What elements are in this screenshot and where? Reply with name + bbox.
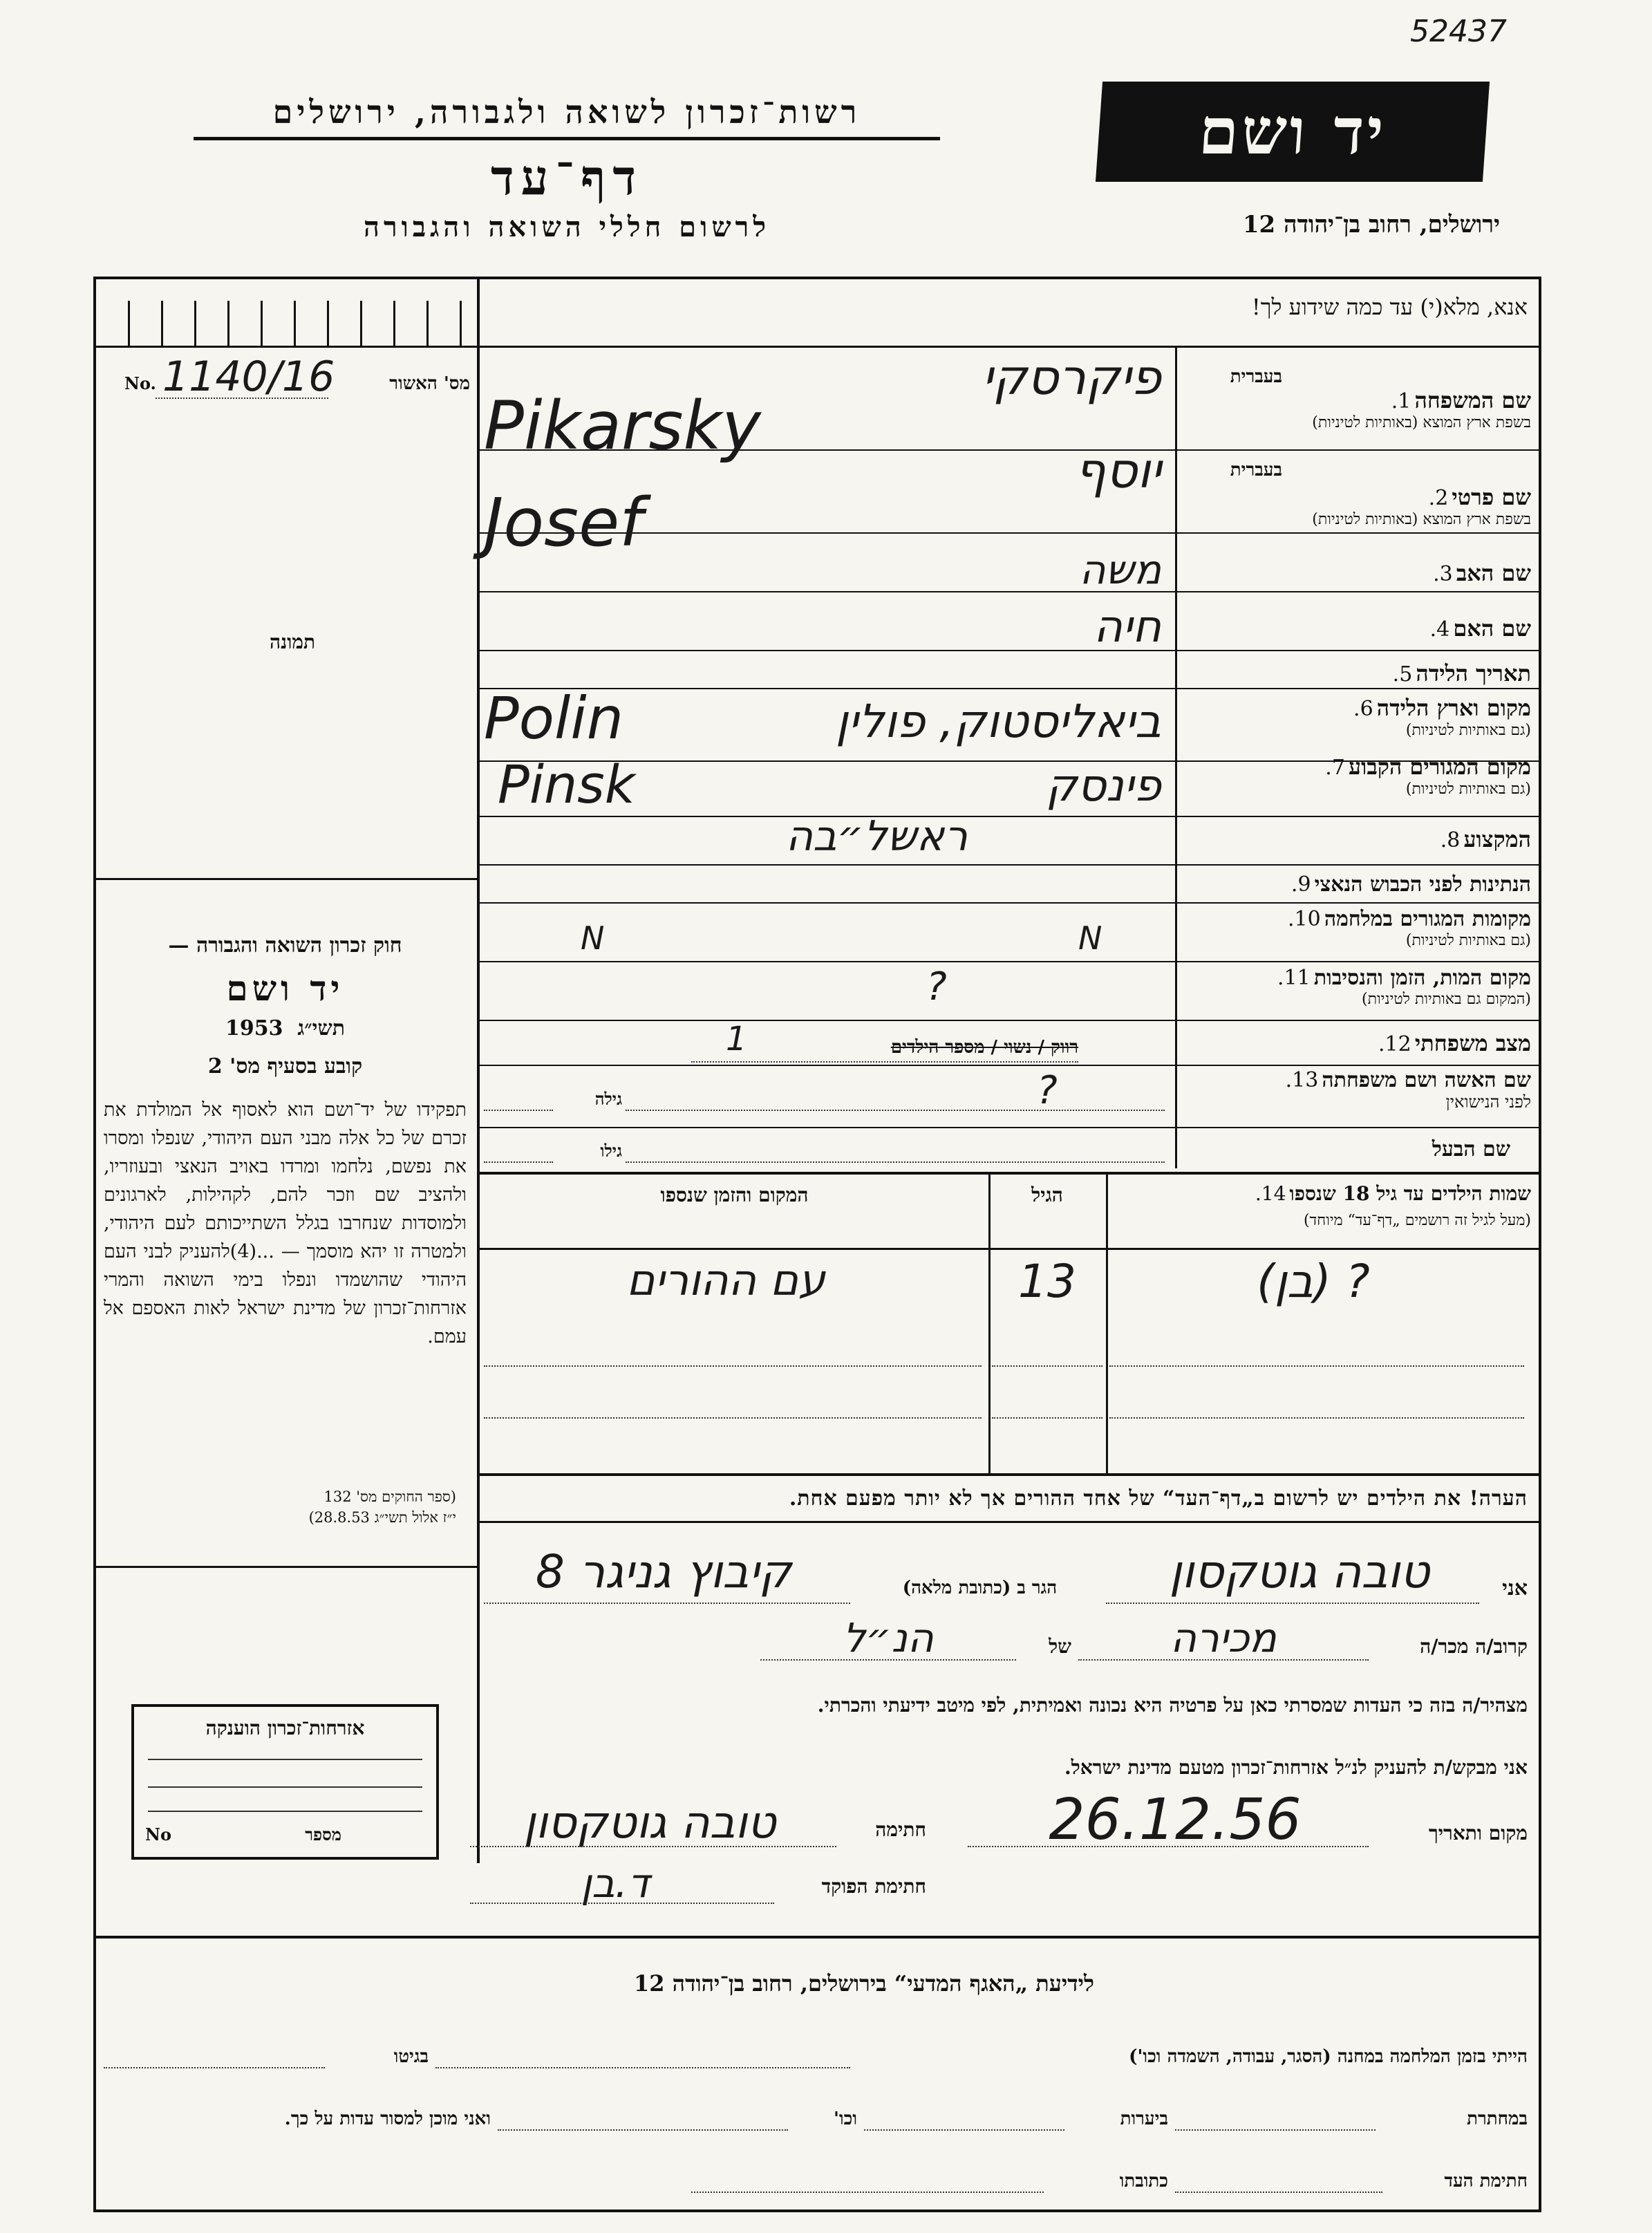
declaration-text: מצהיר/ה בזה כי העדות שמסרתי כאן על פרטיה היא נכונה ואמיתית, לפי מיטב ידיעתי והכרתי. [817, 1694, 1528, 1717]
relative-label: קרוב/ה מכר/ה [1420, 1635, 1528, 1658]
husband-label: שם הבעל [1432, 1137, 1510, 1161]
instruction: אנא, מלא(י) עד כמה שידוע לך! [1251, 294, 1528, 320]
footer-line2-d: ואני מוכן למסור עדות על כך. [284, 2109, 491, 2129]
field-2-value-hebrew: יוסף [1075, 442, 1161, 499]
request-text: אני מבקש/ת להעניק לנ״ל אזרחות־זכרון מטעם מדינת ישראל. [1064, 1756, 1528, 1779]
filler-name: טובה גוטקסון [1169, 1545, 1430, 1598]
field-12-children-count: 1 [726, 1020, 747, 1058]
law-year: 1953 תשי״ג [225, 1016, 346, 1040]
field-10-label: מקומות המגורים במלחמה 10. (גם באותיות לטיניות) [1288, 907, 1531, 949]
field-5-label: תאריך הלידה 5. [1392, 660, 1531, 686]
field-7-value-hebrew: פינסק [1046, 760, 1161, 812]
photo-label: תמונה [270, 630, 316, 653]
husband-age-label: גילו [600, 1141, 622, 1161]
field-12-options: רווק / נשוי / מספר הילדים [890, 1037, 1078, 1058]
filler-address: קיבוץ גניגר 8 [535, 1545, 792, 1598]
field-3-value: משה [1079, 546, 1161, 593]
footer-line3-b: כתובתו [1119, 2171, 1168, 2192]
field-1-value-hebrew: פיקרסקי [982, 349, 1161, 406]
law-text: תפקידו של יד־ושם הוא לאסוף אל המולדת את זכרם של כל אלה מבני העם היהודי, שנפלו ומסרו את נפשם, נלחמו ומרדו באויב הנאצי ובעוזריו, ולהציב שם וזכר להם, לקהילות, לארגונים ולמוסדות שנחרבו בגלל השתייכותם לעם היהודי, ולמטרה זו יהא מוסמך — ...(4)להעניק לבני העם היהודי שהושמדו ונפלו בימי השואה והמרי אזרחות־זכרון של מדינת ישראל לאות האספם אל עמם. [104, 1099, 467, 1347]
field-8-label: המקצוע 8. [1440, 826, 1531, 852]
footer-line2-c: וכו' [834, 2109, 857, 2129]
field-1-hebrew-tag: בעברית [1230, 366, 1282, 387]
field-1-value-latin: Pikarsky [484, 387, 761, 465]
declaration-i-label: אני [1502, 1576, 1528, 1600]
registration-number: 1140/16 [162, 353, 335, 401]
field-13-label: שם האשה ושם משפחתה 13. לפני הנישואין [1285, 1068, 1531, 1112]
law-citation: (ספר החוקים מס' 132 י״ז אלול תשי״ג 28.8.53) [308, 1488, 456, 1526]
footer-line2-b: ביערות [1120, 2109, 1168, 2129]
footer-line1-b: בגיטו [393, 2046, 429, 2067]
field-2-label: שם פרטי 2. בשפת ארץ המוצא (באותיות לטיניות) [1312, 484, 1531, 528]
registration-no-label: No. [124, 373, 156, 393]
form-subtitle: לרשום חללי השואה והגבורה [363, 211, 771, 243]
signature: טובה גוטקסון [523, 1797, 776, 1849]
field-6-value-latin: Polin [484, 684, 623, 752]
footer-line3-a: חתימת העד [1444, 2171, 1528, 2192]
registration-label: מס' האשור [389, 373, 470, 394]
field-4-value: חיה [1093, 601, 1161, 653]
law-heading: חוק זכרון השואה והגבורה — [168, 933, 402, 957]
citizenship-box: אזרחות־זכרון הוענקה No מספר [131, 1704, 439, 1860]
of-label: של [1049, 1635, 1071, 1658]
children-col-age: הגיל [1031, 1184, 1063, 1206]
field-2-hebrew-tag: בעברית [1230, 460, 1282, 480]
field-7-label: מקום המגורים הקבוע 7. (גם באותיות לטיניות) [1325, 754, 1531, 798]
yad-vashem-logo: יד ושם [1096, 82, 1490, 182]
footer-line2-a: במחתרת [1467, 2109, 1528, 2129]
field-11-value: ? [926, 964, 947, 1009]
law-name: יד ושם [226, 968, 344, 1009]
wife-age-label: גילה [594, 1089, 622, 1109]
children-col-place: המקום והזמן שנספו [660, 1184, 809, 1206]
children-header: שמות הילדים עד גיל 18 שנספו 14. (מעל לגיל זה רושמים „דף־עד“ מיוחד) [1255, 1182, 1531, 1229]
field-11-label: מקום המות, הזמן והנסיבות 11. (המקום גם באותיות לטיניות) [1277, 966, 1531, 1008]
of-value: הנ״ל [843, 1614, 934, 1661]
footer-line1-a: הייתי בזמן המלחמה במחנה (הסגר, עבודה, השמדה וכו') [1129, 2046, 1528, 2067]
field-3-label: שם האב 3. [1433, 560, 1531, 586]
field-7-value-latin: Pinsk [498, 754, 635, 815]
field-6-value-hebrew: ביאליסטוק, פולין [835, 695, 1161, 748]
address: ירושלים, רחוב בן־יהודה 12 [1242, 211, 1500, 239]
officer-label: חתימת הפוקד [821, 1875, 926, 1898]
child-place: עם ההורים [626, 1255, 825, 1305]
date-value: 26.12.56 [1049, 1787, 1302, 1853]
field-9-label: הנתינות לפני הכבוש הנאצי 9. [1290, 872, 1531, 897]
field-13-value: ? [1037, 1068, 1058, 1113]
field-6-label: מקום וארץ הלידה 6. (גם באותיות לטיניות) [1353, 695, 1531, 739]
form-title: דף־עד [490, 149, 643, 206]
field-2-value-latin: Josef [484, 484, 643, 561]
field-10-value-hebrew: N [1078, 919, 1102, 957]
officer-signature: ד.בן [581, 1860, 650, 1907]
law-clause: קובע בסעיף מס' 2 [207, 1054, 363, 1078]
field-10-value-latin: N [581, 919, 605, 957]
archive-number: 52437 [1410, 14, 1507, 49]
field-8-value: ראשל״בה [785, 812, 968, 861]
field-1-label: שם המשפחה 1. בשפת ארץ המוצא (באותיות לטיניות) [1312, 387, 1531, 431]
institution-name: רשות־זכרון לשואה ולגבורה, ירושלים [272, 93, 861, 131]
field-12-label: מצב משפחתי 12. [1378, 1030, 1531, 1056]
signature-label: חתימה [875, 1818, 926, 1841]
footer-heading: לידיעת „האגף המדעי“ בירושלים, רחוב בן־יהודה 12 [633, 1970, 1095, 1997]
relation-value: מכירה [1170, 1614, 1277, 1661]
residing-label: הגר ב (כתובת מלאה) [902, 1578, 1058, 1598]
place-date-label: מקום ותאריך [1428, 1822, 1528, 1844]
field-4-label: שם האם 4. [1429, 615, 1531, 642]
child-name: ? (בן) [1257, 1255, 1370, 1308]
child-age: 13 [1018, 1255, 1076, 1308]
note: הערה! את הילדים יש לרשום ב„דף־העד“ של אחד ההורים אך לא יותר מפעם אחת. [789, 1486, 1528, 1511]
